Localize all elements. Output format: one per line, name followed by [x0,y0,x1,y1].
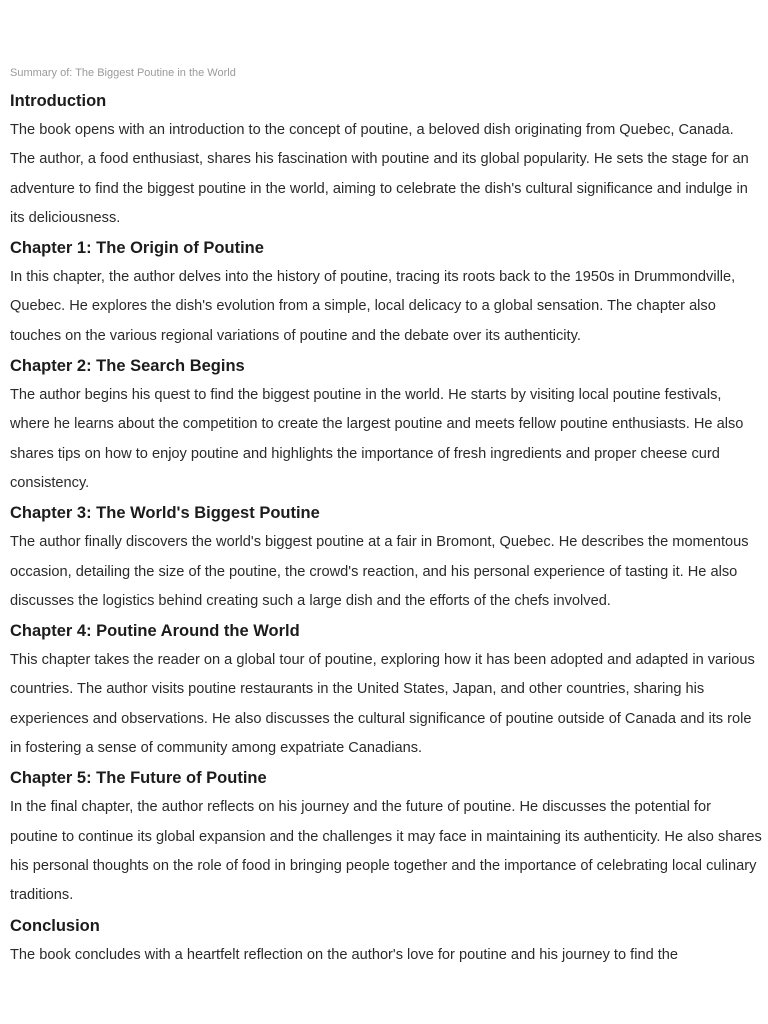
section-chapter-1 [10,233,762,351]
section-conclusion [10,911,762,970]
section-chapter-4 [10,616,762,763]
document-content [10,66,762,970]
section-chapter-3 [10,498,762,616]
section-heading: Introduction [10,92,107,110]
section-heading: Chapter 3: The World's Biggest Poutine [10,504,320,523]
section-heading: Chapter 4: Poutine Around the World [10,622,300,641]
section-body: The author begins his quest to find the biggest poutine in the world. He starts by visiting local poutine festivals, where he learns about the competition to create the largest poutine and meets fellow poutine enthusiasts. He also shares tips on how to enjoy poutine and highlights the importance of fresh ingredients and proper cheese curd consistency. [10,387,744,491]
document-header: Summary of: The Biggest Poutine in the World [10,67,236,79]
section-introduction [10,86,762,233]
section-body: In this chapter, the author delves into the history of poutine, tracing its roots back to the 1950s in Drummondville, Quebec. He explores the dish's evolution from a simple, local delicacy to a global sensation. The chapter also touches on the various regional variations of poutine and the debate over its authenticity. [10,269,736,344]
section-heading: Chapter 5: The Future of Poutine [10,769,267,788]
section-chapter-2 [10,351,762,498]
section-body: The author finally discovers the world's biggest poutine at a fair in Bromont, Quebec. He describes the momentous occasion, detailing the size of the poutine, the crowd's reaction, and his personal experience of tasting it. He also discusses the logistics behind creating such a large dish and the efforts of the chefs involved. [10,534,749,609]
section-chapter-5 [10,763,762,910]
section-heading: Conclusion [10,916,100,935]
section-heading: Chapter 2: The Search Begins [10,357,245,376]
section-body: The book opens with an introduction to the concept of poutine, a beloved dish originating from Quebec, Canada. The author, a food enthusiast, shares his fascination with poutine and its global popularity. He sets the stage for an adventure to find the biggest poutine in the world, aiming to celebrate the dish's cultural significance and indulge in its deliciousness. [10,122,749,226]
section-body: In the final chapter, the author reflects on his journey and the future of poutine. He discusses the potential for poutine to continue its global expansion and the challenges it may face in maintaining its authenticity. He also shares his personal thoughts on the role of food in bringing people together and the importance of celebrating local culinary traditions. [10,799,762,904]
section-heading: Chapter 1: The Origin of Poutine [10,239,264,258]
section-body: This chapter takes the reader on a global tour of poutine, exploring how it has been adopted and adapted in various countries. The author visits poutine restaurants in the United States, Japan, and other countries, sharing his experiences and observations. He also discusses the cultural significance of poutine outside of Canada and its role in fostering a sense of community among expatriate Canadians. [10,652,755,757]
section-body: The book concludes with a heartfelt reflection on the author's love for poutine and his journey to find the [10,946,679,963]
